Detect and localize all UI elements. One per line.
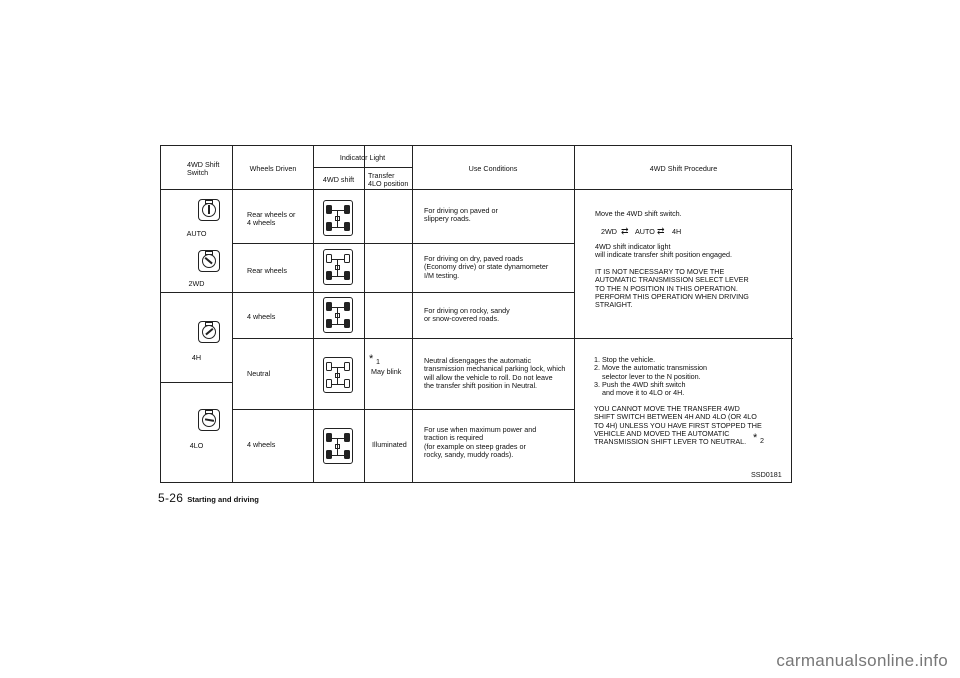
procedure-indicator-note: 4WD shift indicator light will indicate transfer shift position engaged. (595, 242, 733, 260)
dial-switch-icon (198, 199, 220, 221)
exchange-arrows-icon: ⇄ (621, 226, 629, 236)
page-number: 5-26 (158, 491, 184, 505)
wheels-row-1: Rear wheels or 4 wheels (247, 210, 296, 228)
procedure-seq-4h: 4H (672, 227, 682, 236)
switch-label-4h: 4H (191, 353, 202, 362)
procedure-asterisk: * (753, 432, 758, 444)
header-wheels: Wheels Driven (249, 164, 297, 173)
procedure-caps-note: IT IS NOT NECESSARY TO MOVE THE AUTOMATIC TRANSMISSION SELECT LEVER TO THE N POSITION IN THIS OPERATION. PERFORM THIS OPERATION WHEN DRIVING STRAIGHT. (595, 267, 749, 310)
4wd-chassis-icon (323, 297, 353, 333)
exchange-arrows-icon: ⇄ (657, 226, 665, 236)
transfer-asterisk: * (369, 353, 374, 365)
header-transfer: Transfer 4LO position (368, 171, 409, 189)
procedure-seq-auto: AUTO (635, 227, 655, 236)
use-row-4: Neutral disengages the automatic transmission mechanical parking lock, which will allow the vehicle to roll. Do not leave the transfer shift position in Neutral. (424, 356, 566, 390)
switch-label-auto: AUTO (186, 229, 207, 238)
transfer-footnote-num: 1 (376, 357, 380, 366)
wheels-row-5: 4 wheels (247, 440, 276, 449)
use-row-2: For driving on dry, paved roads (Economy drive) or state dynamometer I/M testing. (424, 254, 549, 280)
wheels-row-4: Neutral (247, 369, 271, 378)
header-use-conditions: Use Conditions (468, 164, 518, 173)
header-indicator: Indicator Light (339, 153, 386, 162)
header-procedure: 4WD Shift Procedure (649, 164, 718, 173)
4wd-chassis-icon (323, 357, 353, 393)
procedure-footnote-num: 2 (760, 436, 764, 445)
switch-label-4lo: 4LO (189, 441, 204, 450)
header-switch: 4WD Shift Switch (187, 160, 220, 178)
use-row-5: For use when maximum power and traction is required (for example on steep grades or rocky, sandy, muddy roads). (424, 425, 537, 459)
procedure-steps: 1. Stop the vehicle. 2. Move the automatic transmission selector lever to the N position. 3. Push the 4WD shift switch and move it to 4LO or 4H. (594, 355, 708, 398)
watermark: carmanualsonline.info (776, 651, 948, 670)
procedure-move-switch: Move the 4WD shift switch. (595, 209, 682, 218)
wheels-row-3: 4 wheels (247, 312, 276, 321)
procedure-seq-2wd: 2WD (601, 227, 617, 236)
procedure-warning: YOU CANNOT MOVE THE TRANSFER 4WD SHIFT SWITCH BETWEEN 4H AND 4LO (OR 4LO TO 4H) UNLESS YOU HAVE FIRST STOPPED THE VEHICLE AND MOVED THE AUTOMATIC TRANSMISSION SHIFT LEVER TO NEUTRAL. (594, 404, 762, 447)
dial-switch-icon (198, 321, 220, 343)
transfer-illuminated: Illuminated (372, 440, 407, 449)
shift-table (160, 145, 792, 483)
4wd-chassis-icon (323, 428, 353, 464)
use-row-3: For driving on rocky, sandy or snow-covered roads. (424, 306, 510, 324)
figure-code: SSD0181 (751, 470, 782, 479)
dial-switch-icon (198, 250, 220, 272)
4wd-chassis-icon (323, 249, 353, 285)
transfer-may-blink: May blink (371, 367, 402, 376)
dial-switch-icon (198, 409, 220, 431)
4wd-chassis-icon (323, 200, 353, 236)
use-row-1: For driving on paved or slippery roads. (424, 206, 498, 224)
page-footer (158, 489, 259, 507)
section-title: Starting and driving (187, 495, 259, 504)
header-4wd-shift: 4WD shift (322, 175, 355, 184)
switch-label-2wd: 2WD (188, 279, 205, 288)
wheels-row-2: Rear wheels (247, 266, 287, 275)
